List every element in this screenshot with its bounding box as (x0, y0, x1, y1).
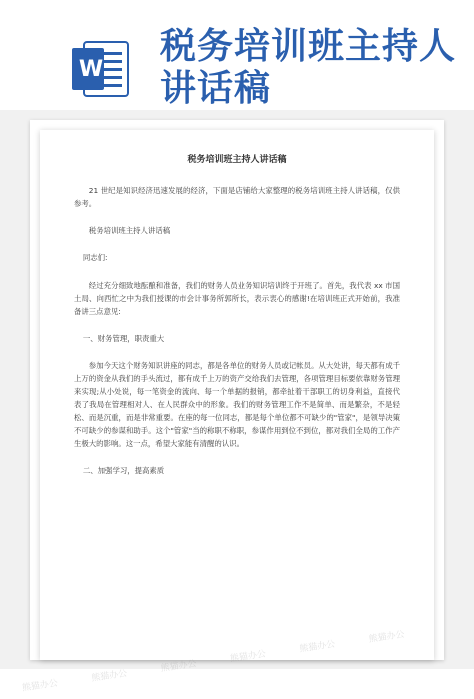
document-salutation: 同志们: (82, 253, 108, 262)
document-subtitle: 税务培训班主持人讲话稿 (88, 226, 171, 235)
page-title-line-1: 税务培训班主持人 (160, 26, 457, 67)
watermark-text: 熊猫办公 (368, 629, 406, 645)
document-section-heading-2: 二、加强学习，提高素质 (82, 466, 165, 475)
header-banner (0, 0, 474, 110)
page-title (160, 26, 460, 110)
document-body (74, 154, 400, 491)
watermark-text: 熊猫办公 (160, 659, 198, 675)
document-title: 税务培训班主持人讲话稿 (187, 155, 287, 165)
watermark-text: 熊猫办公 (21, 678, 59, 694)
document-paragraph-opening: 经过充分细致地酝酿和准备，我们的财务人员业务知识培训终于开班了。首先，我代表 xx 市国土局、向西忙之中为我们授课的市会计事务所郭所长，表示衷心的感谢!在培训班正式开始前，我准备讲三点意见: (74, 281, 400, 316)
watermark-text: 熊猫办公 (90, 668, 128, 684)
document-section-heading-1: 一、财务管理，职责重大 (82, 334, 165, 343)
document-paragraph-section-1: 参加今天这个财务知识讲座的同志，都是各单位的财务人员或记帐员。从大处讲，每天都有成千上万的资金从我们的手头流过，都有成千上万的资产交给我们去管理，各项管理目标要依靠财务管理来实现;从小处说，每一笔资金的流向、每一个单据的报销，都牵扯着干部职工的切身利益，直接代表了我局在管理相对人、在人民群众中的形象。我们的财务管理工作不是简单、而是繁杂，不是轻松、而是沉重，而是非常重要。在座的每一位同志，都是每个单位都不可缺少的"管家"，是领导决策不可缺少的参谋和助手。这个"管家"当的称职不称职，参谋作用到位不到位，都对我们全局的工作产生极大的影响。这一点，希望大家能有清醒的认识。 (74, 361, 400, 448)
document-page (40, 130, 434, 660)
watermark-text: 熊猫办公 (229, 649, 267, 665)
document-paragraph-intro: 21 世纪是知识经济迅速发展的经济，下面是店铺给大家整理的税务培训班主持人讲话稿，仅供参考。 (74, 186, 400, 208)
word-icon-letter: W (78, 57, 104, 82)
page-title-line-2: 讲话稿 (160, 68, 272, 109)
watermark-text: 熊猫办公 (298, 639, 336, 655)
